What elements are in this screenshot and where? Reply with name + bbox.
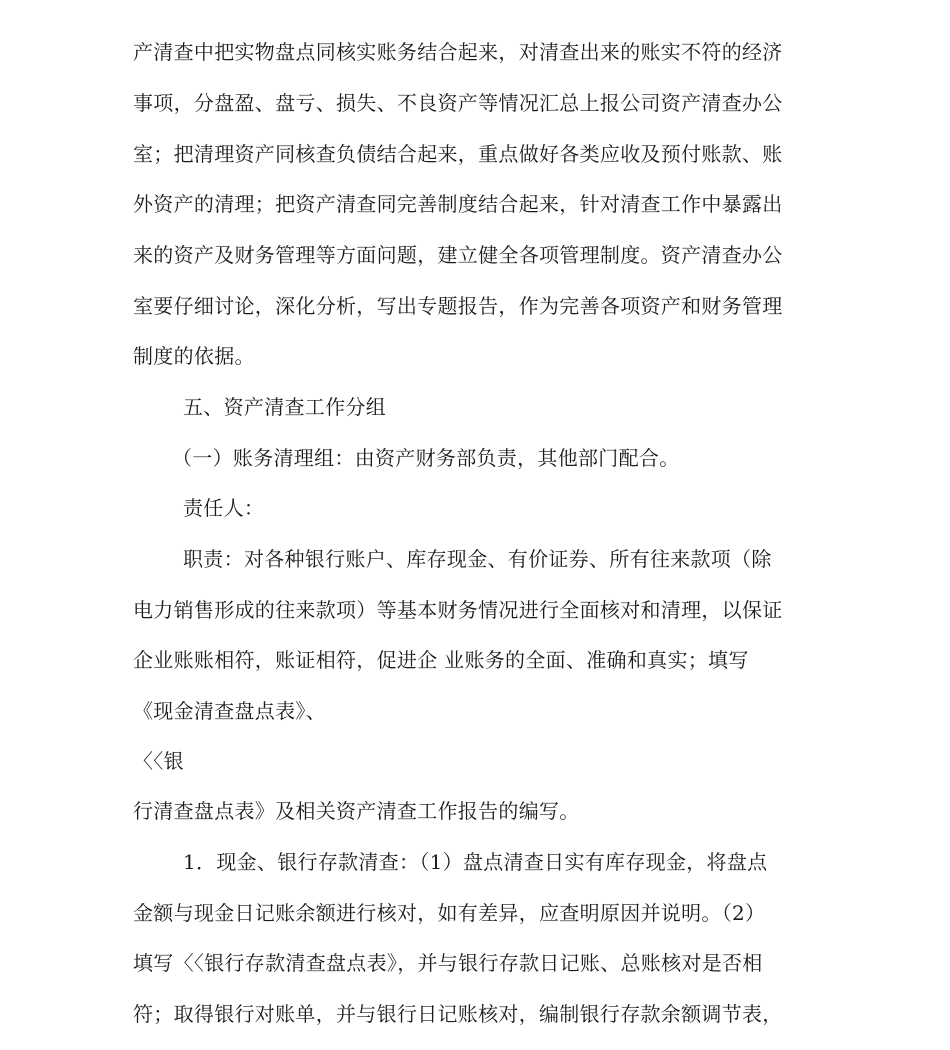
paragraph-line: 〈〈银 (133, 749, 184, 773)
paragraph-line: 事项，分盘盈、盘亏、损失、不良资产等情况汇总上报公司资产清查办公 (133, 91, 783, 115)
paragraph-line: 金额与现金日记账余额进行核对，如有差异，应查明原因并说明。（2） (133, 901, 766, 925)
paragraph-line: 室要仔细讨论，深化分析，写出专题报告，作为完善各项资产和财务管理 (133, 294, 783, 318)
paragraph-line: 行清查盘点表》及相关资产清查工作报告的编写。 (133, 799, 580, 823)
paragraph-line: 职责：对各种银行账户、库存现金、有价证券、所有往来款项（除 (183, 547, 772, 571)
paragraph-line: 制度的依据。 (133, 344, 255, 368)
responsible-person-label: 责任人： (183, 496, 265, 520)
paragraph-line: 外资产的清理；把资产清查同完善制度结合起来，针对清查工作中暴露出 (133, 192, 783, 216)
paragraph-line: 产清查中把实物盘点同核实账务结合起来，对清查出来的账实不符的经济 (133, 40, 783, 64)
paragraph-line: 填写〈〈银行存款清查盘点表》，并与银行存款日记账、总账核对是否相 (133, 951, 763, 975)
paragraph-line: 1．现金、银行存款清查：（1）盘点清查日实有库存现金，将盘点 (183, 850, 768, 874)
paragraph-line: 电力销售形成的往来款项）等基本财务情况进行全面核对和清理，以保证 (133, 598, 783, 622)
paragraph-line: 室；把清理资产同核查负债结合起来，重点做好各类应收及预付账款、账 (133, 142, 783, 166)
paragraph-line: 符；取得银行对账单，并与银行日记账核对，编制银行存款余额调节表， (133, 1002, 783, 1026)
section-heading: 五、资产清查工作分组 (183, 395, 386, 419)
subsection-heading: （一）账务清理组：由资产财务部负责，其他部门配合。 (172, 446, 680, 470)
paragraph-line: 来的资产及财务管理等方面问题，建立健全各项管理制度。资产清查办公 (133, 243, 783, 267)
paragraph-line: 企业账账相符，账证相符，促进企 业账务的全面、准确和真实；填写 (133, 648, 749, 672)
paragraph-line: 《现金清查盘点表》、 (133, 699, 326, 723)
